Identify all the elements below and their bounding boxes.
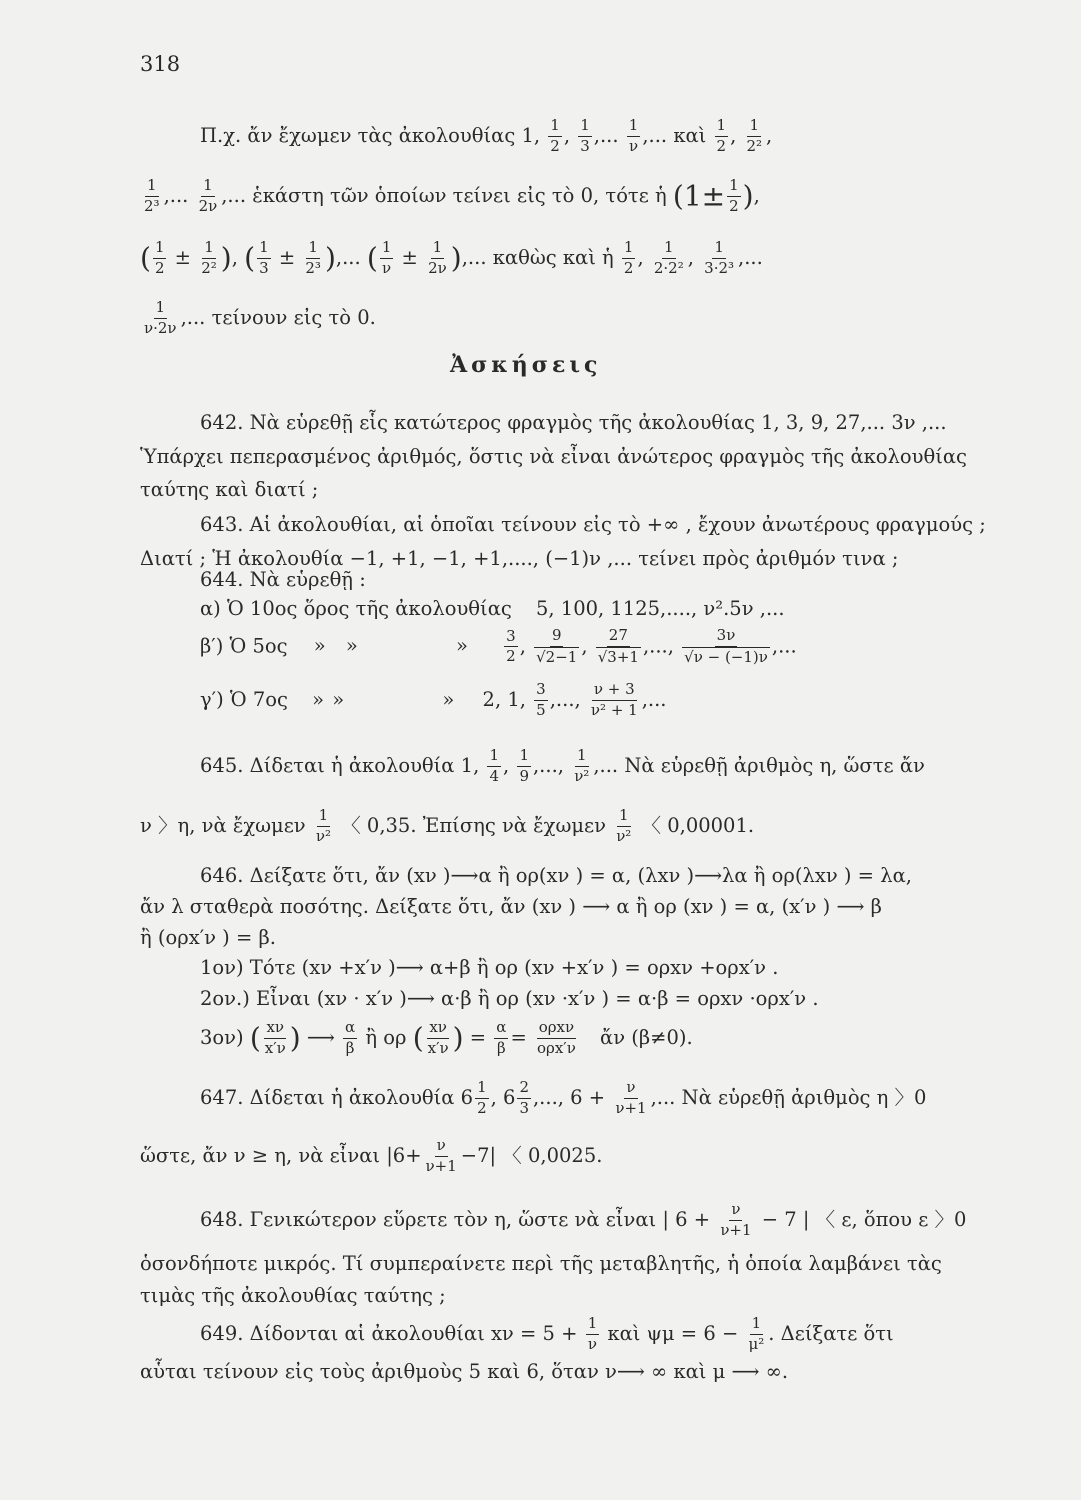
exercise-645-line-1: 645. Δίδεται ἡ ἀκολουθία 1, $\frac{1}{4}$ , $\frac{1}{9}$ ,..., $\frac{1}{\text{ν²}}$ ,... Νὰ εὑρεθῇ ἀριθμὸς η, ὥστε ἄν	[200, 746, 925, 785]
exercise-642-line-3: ταύτης καὶ διατί ;	[140, 478, 319, 501]
fraction: $\frac{1}{9}$	[519, 746, 529, 785]
intro-line-2: $\frac{1}{\text{2³}}$ ,... $\frac{1}{2\nu}$ ,... ἑκάστη τῶν ὁποίων τείνει εἰς τὸ 0, τότε ἡ (1± $\frac{1}{2}$ ),	[144, 176, 760, 215]
intro-expression: (1±	[672, 179, 726, 213]
fraction: $\frac{1}{4}$	[489, 746, 500, 785]
fraction: $\frac{1}{\text{2·2²}}$	[653, 238, 684, 277]
fraction: $\frac{1}{3}$	[580, 116, 590, 155]
exercise-643-line-2: Διατί ; Ἡ ἀκολουθία −1, +1, −1, +1,...., (−1)ν ,... τείνει πρὸς ἀριθμόν τινα ;	[140, 547, 899, 570]
fraction: $\frac{x\nu}{x'\nu}$	[264, 1018, 286, 1057]
fraction: $\frac{x\nu}{x'\nu}$	[427, 1018, 449, 1057]
fraction: $\frac{3}{2}$	[506, 626, 516, 666]
fraction: $\frac{1}{\text{μ²}}$	[748, 1314, 765, 1353]
exercise-646-line-1: 646. Δείξατε ὅτι, ἄν (xν )⟶α ἢ ορ(xν ) = α, (λxν )⟶λα ἢ ορ(λxν ) = λα,	[200, 864, 912, 887]
intro-text: τείνουν εἰς τὸ 0.	[211, 305, 376, 329]
fraction: $\frac{1}{2}$	[154, 238, 165, 277]
exercise-644-c-sequence: 2, 1,	[482, 687, 526, 711]
fraction: $\frac{1}{\nu}$	[587, 1314, 598, 1353]
exercise-646-line-3: ἢ (ορx′ν ) = β.	[140, 926, 276, 949]
exercise-646-line-6: 3ον) ( $\frac{x\nu}{x'\nu}$ ) ⟶ $\frac{\alpha}{\beta}$ ἢ ορ ( $\frac{x\nu}{x'\nu}$ ) = $\frac{\alpha}{\beta}$ = $\frac{\text{ορxν}}{\text{ορx′ν}}$ ἄν (β≠0).	[200, 1018, 693, 1057]
fraction: $\frac{1}{3}$	[259, 238, 269, 277]
fraction: $\frac{\alpha}{\beta}$	[345, 1018, 356, 1057]
exercise-644-b-label: β′) Ὁ 5ος	[200, 634, 288, 658]
exercise-644-a-sequence: 5, 100, 1125,...., ν².5ν ,...	[535, 597, 785, 620]
fraction: $\frac{\nu}{\nu+1}$	[615, 1078, 647, 1117]
fraction: $\frac{\alpha}{\beta}$	[496, 1018, 507, 1057]
page-number: 318	[140, 52, 181, 76]
exercise-646-line-5: 2ον.) Εἶναι (xν · x′ν )⟶ α·β ἢ ορ (xν ·x′ν ) = α·β = ορxν ·ορx′ν .	[200, 987, 819, 1010]
intro-kai: καὶ	[673, 123, 707, 147]
exercise-644-a-label: α) Ὁ 10ος ὅρος τῆς ἀκολουθίας	[200, 597, 512, 620]
fraction: $\frac{1}{\text{ν²}}$	[616, 806, 632, 845]
intro-text: καθὼς καὶ ἡ	[492, 245, 614, 269]
fraction: $\frac{27}{√3+1}$	[597, 626, 639, 666]
exercise-643-line-1: 643. Αἱ ἀκολουθίαι, αἱ ὁποῖαι τείνουν εἰς τὸ +∞ , ἔχουν ἀνωτέρους φραγμούς ;	[200, 513, 986, 536]
fraction: $\frac{\nu + 3}{\text{ν² + 1}}$	[590, 680, 638, 719]
fraction: $\frac{1}{\text{ν²}}$	[574, 746, 590, 785]
exercise-648-line-2: ὁσονδήποτε μικρός. Τί συμπεραίνετε περὶ τῆς μεταβλητῆς, ἡ ὁποία λαμβάνει τὰς	[140, 1252, 942, 1275]
fraction: $\frac{1}{\text{2²}}$	[201, 238, 217, 277]
fraction: $\frac{\nu}{\nu+1}$	[425, 1136, 457, 1175]
exercise-646-line-4: 1ον) Τότε (xν +x′ν )⟶ α+β ἢ ορ (xν +x′ν ) = ορxν +ορx′ν .	[200, 956, 779, 979]
exercise-648-line-3: τιμὰς τῆς ἀκολουθίας ταύτης ;	[140, 1284, 446, 1307]
fraction: $\frac{1}{\nu\cdot 2\nu}$	[144, 298, 177, 337]
fraction: $\frac{1}{\nu}$	[628, 116, 639, 155]
fraction: $\frac{1}{2\nu}$	[428, 238, 447, 277]
exercise-647-line-2: ὥστε, ἄν ν ≥ η, νὰ εἶναι |6+ $\frac{\nu}{\nu+1}$ −7| 〈 0,0025.	[140, 1136, 603, 1175]
exercise-642-line-1: 642. Νὰ εὑρεθῇ εἷς κατώτερος φραγμὸς τῆς ἀκολουθίας 1, 3, 9, 27,... 3ν ,...	[200, 411, 947, 434]
fraction: $\frac{\text{ορxν}}{\text{ορx′ν}}$	[536, 1018, 576, 1057]
section-heading: Ἀσκήσεις	[450, 352, 602, 378]
exercise-648-line-1: 648. Γενικώτερον εὕρετε τὸν η, ὥστε νὰ εἶναι | 6 + $\frac{\nu}{\nu+1}$ − 7 | 〈 ε, ὅπου ε 〉0	[200, 1200, 967, 1239]
exercise-644-line-1: 644. Νὰ εὑρεθῇ :	[200, 568, 366, 591]
fraction: $\frac{1}{\text{ν²}}$	[315, 806, 332, 845]
fraction: $\frac{1}{2}$	[550, 116, 560, 155]
intro-line-1: Π.χ. ἄν ἔχωμεν τὰς ἀκολουθίας 1, $\frac{1}{2}$ , $\frac{1}{3}$ ,... $\frac{1}{\nu}$ ,... καὶ $\frac{1}{2}$ , $\frac{1}{\text{2²}}$ ,	[200, 116, 773, 155]
intro-text: ἑκάστη τῶν ὁποίων τείνει εἰς τὸ 0, τότε ἡ	[252, 183, 667, 207]
exercise-647-line-1: 647. Δίδεται ἡ ἀκολουθία 6 $\frac{1}{2}$ , 6 $\frac{2}{3}$ ,..., 6 + $\frac{\nu}{\nu+1}$ ,... Νὰ εὑρεθῇ ἀριθμὸς η 〉0	[200, 1078, 927, 1117]
fraction: $\frac{1}{2}$	[716, 116, 727, 155]
fraction: $\frac{1}{2}$	[623, 238, 634, 277]
fraction: $\frac{1}{\text{2³}}$	[144, 176, 160, 215]
fraction: $\frac{\nu}{\nu+1}$	[720, 1200, 752, 1239]
fraction: $\frac{1}{\nu}$	[381, 238, 392, 277]
fraction: $\frac{1}{\text{2²}}$	[746, 116, 763, 155]
fraction: $\frac{1}{2}$	[477, 1078, 487, 1117]
exercise-649-line-1: 649. Δίδονται αἱ ἀκολουθίαι xν = 5 + $\frac{1}{\nu}$ καὶ ψμ = 6 − $\frac{1}{\text{μ²}}$ . Δείξατε ὅτι	[200, 1314, 894, 1353]
exercise-644-a	[200, 599, 785, 619]
exercise-645-line-2: ν 〉η, νὰ ἔχωμεν $\frac{1}{\text{ν²}}$ 〈 0,35. Ἐπίσης νὰ ἔχωμεν $\frac{1}{\text{ν²}}$ 〈 0,00001.	[140, 806, 755, 845]
fraction: $\frac{1}{2\nu}$	[198, 176, 218, 215]
fraction: $\frac{1}{\text{3·2³}}$	[704, 238, 735, 277]
fraction: $\frac{3\nu}{√\nu - (-1)\nu}$	[684, 626, 768, 666]
exercise-644-c: γ′) Ὁ 7ος » » » 2, 1, $\frac{3}{5}$ ,..., $\frac{\nu + 3}{\text{ν² + 1}}$ ,...	[200, 680, 667, 719]
exercise-644-c-label: γ′) Ὁ 7ος	[200, 687, 288, 711]
exercise-642-line-2: Ὑπάρχει πεπερασμένος ἀριθμός, ὅστις νὰ εἶναι ἀνώτερος φραγμὸς τῆς ἀκολουθίας	[140, 445, 967, 468]
fraction: $\frac{3}{5}$	[536, 680, 546, 719]
fraction: $\frac{2}{3}$	[519, 1078, 529, 1117]
exercise-644-b: β′) Ὁ 5ος » » » $\frac{3}{2}$ , $\frac{9}{√2-1}$ , $\frac{27}{√3+1}$ ,..., $\frac{3\nu}{√\nu - (-1)\nu}$ ,...	[200, 626, 797, 666]
exercise-649-line-2: αὗται τείνουν εἰς τοὺς ἀριθμοὺς 5 καὶ 6, ὅταν ν⟶ ∞ καὶ μ ⟶ ∞.	[140, 1360, 789, 1383]
fraction: $\frac{9}{√2-1}$	[536, 626, 578, 666]
exercise-646-line-2: ἄν λ σταθερὰ ποσότης. Δείξατε ὅτι, ἄν (xν ) ⟶ α ἢ ορ (xν ) = α, (x′ν ) ⟶ β	[140, 895, 882, 918]
intro-text: Π.χ. ἄν ἔχωμεν τὰς ἀκολουθίας 1,	[200, 123, 541, 147]
fraction: $\frac{1}{\text{2³}}$	[305, 238, 321, 277]
intro-line-3: ( $\frac{1}{2}$ ± $\frac{1}{\text{2²}}$ ), ( $\frac{1}{3}$ ± $\frac{1}{\text{2³}}$ ),... ( $\frac{1}{\nu}$ ± $\frac{1}{2\nu}$ ),... καθὼς καὶ ἡ $\frac{1}{2}$ , $\frac{1}{\text{2·2²}}$ , $\frac{1}{\text{3·2³}}$ ,...	[140, 238, 763, 277]
fraction: $\frac{1}{2}$	[729, 176, 739, 215]
intro-line-4: $\frac{1}{\nu\cdot 2\nu}$ ,... τείνουν εἰς τὸ 0.	[144, 298, 376, 337]
